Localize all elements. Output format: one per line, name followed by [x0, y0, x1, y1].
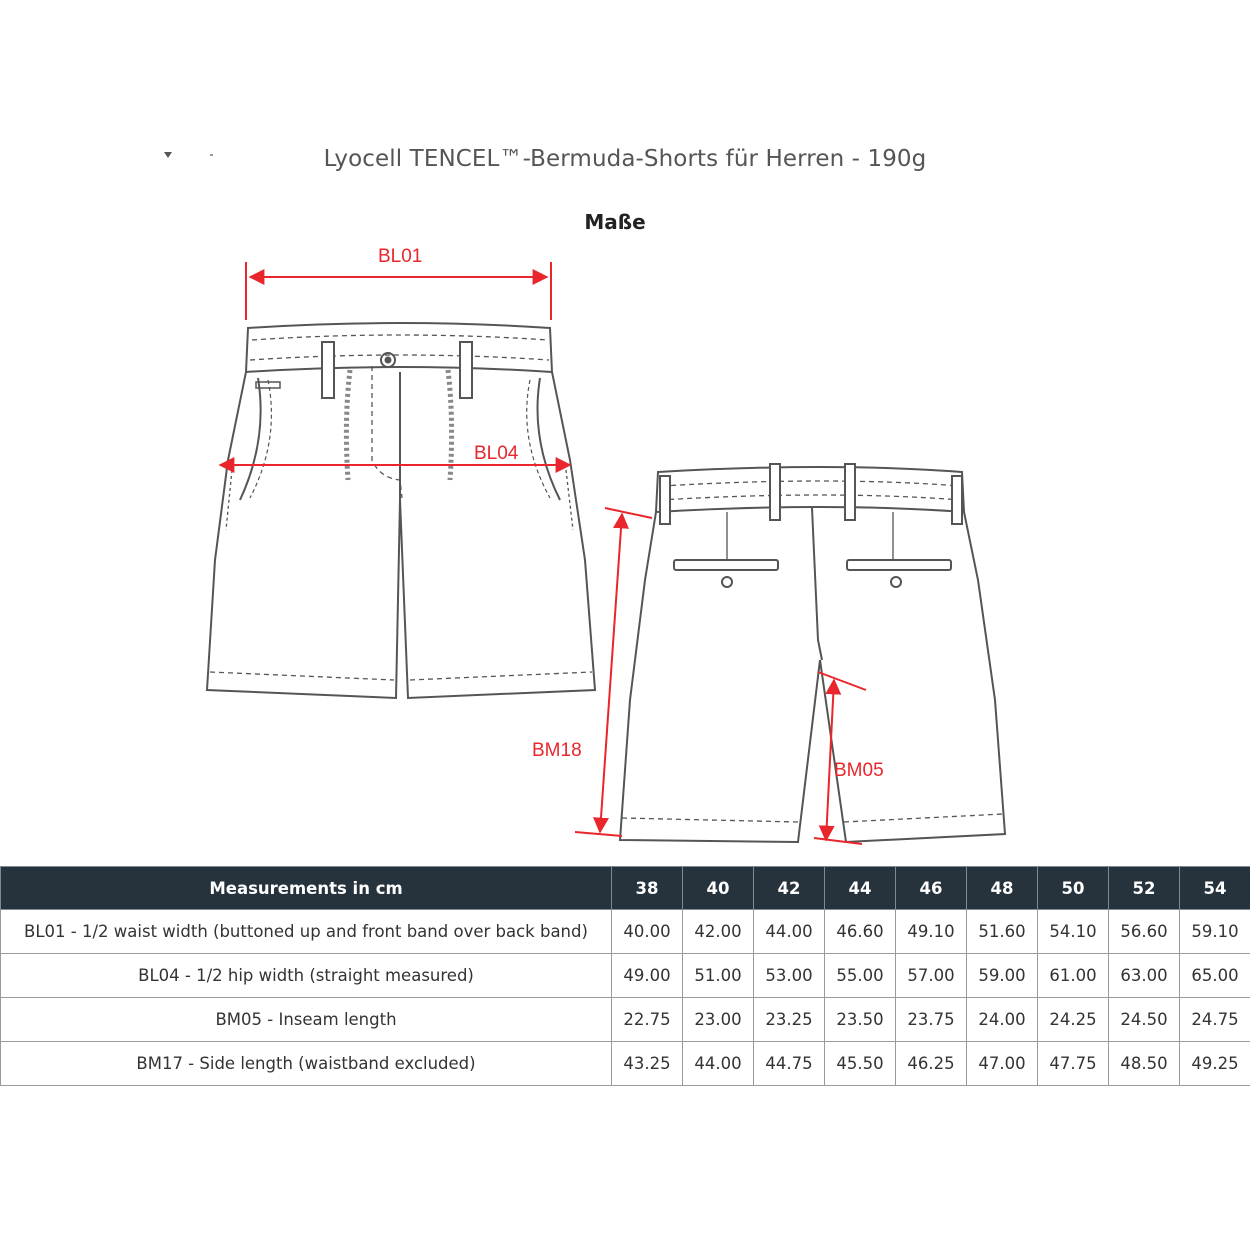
table-cell: 57.00: [896, 954, 967, 998]
table-cell: 23.75: [896, 998, 967, 1042]
dimension-waist: [246, 262, 551, 320]
size-header: 48: [967, 867, 1038, 910]
size-header: 52: [1109, 867, 1180, 910]
size-header: 38: [612, 867, 683, 910]
row-label: BL04 - 1/2 hip width (straight measured): [1, 954, 612, 998]
size-header: 46: [896, 867, 967, 910]
table-cell: 23.25: [754, 998, 825, 1042]
table-row: [1, 1042, 1250, 1086]
size-header: 54: [1180, 867, 1250, 910]
table-cell: 65.00: [1180, 954, 1250, 998]
table-cell: 22.75: [612, 998, 683, 1042]
table-row: [1, 910, 1250, 954]
table-cell: 56.60: [1109, 910, 1180, 954]
row-label: BM05 - Inseam length: [1, 998, 612, 1042]
table-cell: 46.60: [825, 910, 896, 954]
table-cell: 44.00: [683, 1042, 754, 1086]
size-header: 50: [1038, 867, 1109, 910]
table-corner-label: Measurements in cm: [1, 867, 612, 910]
table-cell: 24.50: [1109, 998, 1180, 1042]
table-cell: 63.00: [1109, 954, 1180, 998]
table-cell: 24.25: [1038, 998, 1109, 1042]
table-cell: 40.00: [612, 910, 683, 954]
size-header: 42: [754, 867, 825, 910]
table-cell: 59.10: [1180, 910, 1250, 954]
dimension-inseam: [814, 672, 866, 844]
row-label: BL01 - 1/2 waist width (buttoned up and front band over back band): [1, 910, 612, 954]
table-cell: 49.25: [1180, 1042, 1250, 1086]
table-cell: 48.50: [1109, 1042, 1180, 1086]
row-label: BM17 - Side length (waistband excluded): [1, 1042, 612, 1086]
table-cell: 59.00: [967, 954, 1038, 998]
table-cell: 44.00: [754, 910, 825, 954]
table-cell: 44.75: [754, 1042, 825, 1086]
section-title: Maße: [584, 210, 646, 234]
table-cell: 49.10: [896, 910, 967, 954]
shorts-front-view: [207, 323, 595, 698]
table-cell: 54.10: [1038, 910, 1109, 954]
table-cell: 46.25: [896, 1042, 967, 1086]
table-cell: 53.00: [754, 954, 825, 998]
page-title: Lyocell TENCEL™-Bermuda-Shorts für Herren - 190g: [323, 146, 927, 172]
shorts-back-view: [620, 464, 1005, 842]
table-cell: 24.00: [967, 998, 1038, 1042]
table-cell: 47.75: [1038, 1042, 1109, 1086]
dimension-label-waist: BL01: [378, 246, 423, 267]
table-cell: 51.60: [967, 910, 1038, 954]
table-row: [1, 954, 1250, 998]
dimension-label-inseam: BM05: [834, 760, 884, 781]
size-header: 40: [683, 867, 754, 910]
table-cell: 61.00: [1038, 954, 1109, 998]
size-header: 44: [825, 867, 896, 910]
table-cell: 45.50: [825, 1042, 896, 1086]
dimension-label-side: BM18: [532, 740, 582, 761]
table-cell: 23.00: [683, 998, 754, 1042]
table-row: [1, 998, 1250, 1042]
table-cell: 24.75: [1180, 998, 1250, 1042]
table-cell: 23.50: [825, 998, 896, 1042]
size-table-header: [1, 867, 1250, 910]
dimension-side: [575, 508, 652, 836]
table-cell: 47.00: [967, 1042, 1038, 1086]
table-cell: 55.00: [825, 954, 896, 998]
table-cell: 43.25: [612, 1042, 683, 1086]
table-cell: 49.00: [612, 954, 683, 998]
table-cell: 42.00: [683, 910, 754, 954]
table-cell: 51.00: [683, 954, 754, 998]
size-table: [0, 866, 1250, 1086]
dimension-label-hip: BL04: [474, 443, 519, 464]
